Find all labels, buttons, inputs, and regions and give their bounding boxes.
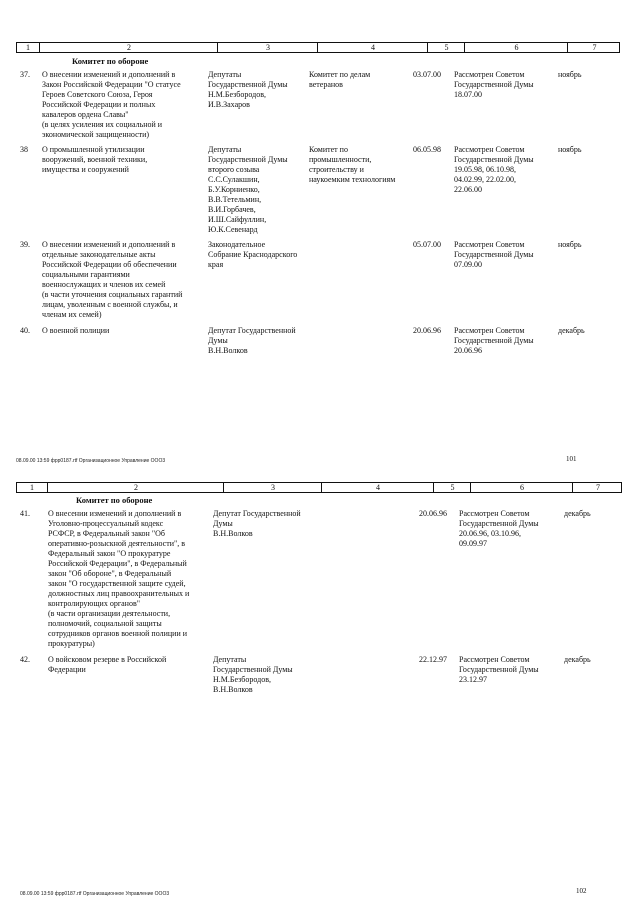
header-col-2: 2 [47,483,224,492]
header-col-2: 2 [39,43,218,52]
bill-title: О внесении изменений и дополнений в Уголовно-процессуальный кодекс РСФСР, в Федеральный закон "Об оперативно-розыскной деятельности", в Федеральный закон "О прокуратуре Российской Федерации", в Федеральный закон "Об обороне", в Федеральный закон "О государственной защите судей, должностных лиц правоохранительных и контролирующих органов" (в части организации деятельности, полномочий, социальной защиты сотрудников органов военной полиции и прокуратуры) [48,509,190,648]
bill-authors: Депутат Государственной Думы В.Н.Волков [213,509,301,538]
row-number: 41. [20,509,30,518]
bill-authors: Законодательное Собрание Краснодарского края [208,240,298,269]
bill-title: О промышленной утилизации вооружений, военной техники, имущества и сооружений [42,145,148,174]
bill-authors: Депутаты Государственной Думы второго созыва С.С.Сулакшин, Б.У.Корниенко, В.В.Тетельмин, В.И.Горбачев, И.Ш.Сайфуллин, Ю.К.Севенард [208,145,288,234]
row-number: 37. [20,70,30,79]
row-number: 38 [20,145,28,154]
header-col-5: 5 [433,483,471,492]
consideration-status: Рассмотрен Советом Государственной Думы 07.09.00 [454,240,534,269]
row-number: 39. [20,240,30,249]
header-col-5: 5 [427,43,465,52]
page-number: 101 [566,455,577,463]
planned-month: ноябрь [558,240,582,249]
committee-heading: Комитет по обороне [72,56,149,66]
consideration-status: Рассмотрен Советом Государственной Думы 23.12.97 [459,655,539,684]
row-number: 40. [20,326,30,335]
bill-authors: Депутаты Государственной Думы Н.М.Безбородов, В.Н.Волков [213,655,293,694]
planned-month: декабрь [564,655,591,664]
header-col-7: 7 [572,483,623,492]
bill-authors: Депутаты Государственной Думы Н.М.Безбородов, И.В.Захаров [208,70,288,109]
page-footer: 08.09.00 13:59 фрр0187.rtf Организационное Управление ООО3 [16,458,166,464]
bill-title: О внесении изменений и дополнений в Закон Российской Федерации "О статусе Героев Советского Союза, Героя Российской Федерации и полных кавалеров ордена Славы" (в целях усиления их социальной и экономической защищенности) [42,70,181,139]
table-header-1 [16,42,620,53]
planned-month: декабрь [558,326,585,335]
bill-title: О военной полиции [42,326,110,335]
header-col-6: 6 [470,483,573,492]
introduction-date: 05.07.00 [413,240,441,249]
consideration-status: Рассмотрен Советом Государственной Думы 20.06.96, 03.10.96, 09.09.97 [459,509,539,548]
page-footer: 08.09.00 13:59 фрр0187.rtf Организационное Управление ООО3 [20,891,170,897]
header-col-6: 6 [464,43,568,52]
row-number: 42. [20,655,30,664]
bill-title: О войсковом резерве в Российской Федерации [48,655,167,674]
planned-month: декабрь [564,509,591,518]
bill-authors: Депутат Государственной Думы В.Н.Волков [208,326,296,355]
introduction-date: 20.06.96 [413,326,441,335]
header-col-3: 3 [217,43,318,52]
planned-month: ноябрь [558,70,582,79]
header-col-1: 1 [30,483,34,492]
page-number: 102 [576,887,587,895]
header-col-1: 1 [26,43,30,52]
consideration-status: Рассмотрен Советом Государственной Думы 19.05.98, 06.10.98, 04.02.99, 22.02.00, 22.06.00 [454,145,534,194]
planned-month: ноябрь [558,145,582,154]
header-col-4: 4 [317,43,428,52]
introduction-date: 20.06.96 [419,509,447,518]
consideration-status: Рассмотрен Советом Государственной Думы 18.07.00 [454,70,534,99]
header-col-7: 7 [567,43,621,52]
header-col-3: 3 [223,483,322,492]
consideration-status: Рассмотрен Советом Государственной Думы 20.06.96 [454,326,534,355]
responsible-committee: Комитет по промышленности, строительству и наукоемким технологиям [309,145,396,184]
header-col-4: 4 [321,483,434,492]
introduction-date: 06.05.98 [413,145,441,154]
committee-heading: Комитет по обороне [76,495,153,505]
introduction-date: 03.07.00 [413,70,441,79]
table-header-2 [16,482,622,493]
responsible-committee: Комитет по делам ветеранов [309,70,371,89]
bill-title: О внесении изменений и дополнений в отдельные законодательные акты Российской Федерации об обеспечении социальными гарантиями военнослужащих и членов их семей (в части уточнения социальных гарантий лицам, уволенным с военной службы, и членам их семей) [42,240,183,319]
introduction-date: 22.12.97 [419,655,447,664]
